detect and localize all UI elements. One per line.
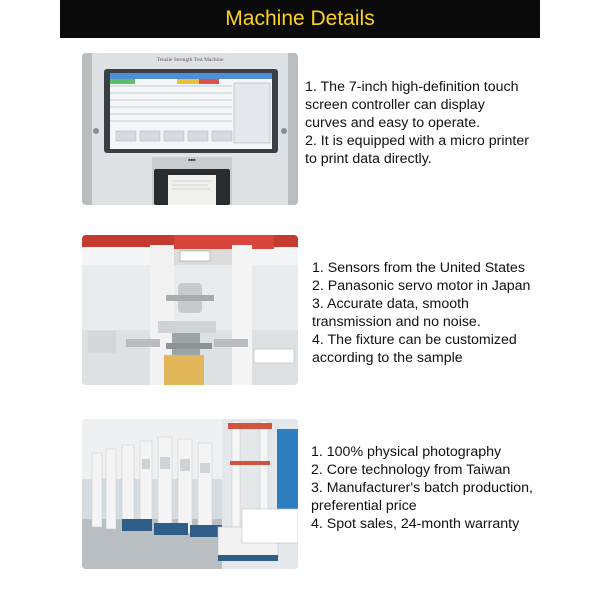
page-title: Machine Details — [225, 7, 375, 30]
description-line: 2. Panasonic servo motor in Japan — [312, 278, 531, 294]
description-line: 1. 100% physical photography — [311, 444, 502, 460]
header-banner — [60, 0, 540, 38]
section-1-description — [305, 78, 529, 168]
description-line: according to the sample — [312, 350, 463, 366]
section-3-description — [311, 443, 533, 533]
description-line: 4. The fixture can be customized — [312, 332, 517, 348]
description-line: transmission and no noise. — [312, 314, 481, 330]
description-line: 2. Core technology from Taiwan — [311, 462, 511, 478]
factory-machines-photo — [82, 419, 298, 569]
description-line: 2. It is equipped with a micro printer — [305, 133, 529, 149]
touch-screen-controller-photo — [82, 53, 298, 205]
description-line: screen controller can display — [305, 97, 485, 113]
screen-caption: Tensile Strength Test Machine — [156, 57, 224, 63]
description-line: 4. Spot sales, 24-month warranty — [311, 516, 520, 532]
sensor-and-fixture-photo — [82, 235, 298, 385]
section-2-description — [312, 259, 530, 367]
description-line: curves and easy to operate. — [305, 115, 481, 131]
description-line: 3. Accurate data, smooth — [312, 296, 469, 312]
description-line: to print data directly. — [305, 151, 432, 167]
svg-text:■■■: ■■■ — [188, 157, 196, 162]
description-line: 1. The 7-inch high-definition touch — [305, 79, 519, 95]
description-line: 3. Manufacturer's batch production, — [311, 480, 533, 496]
description-line: preferential price — [311, 498, 417, 514]
description-line: 1. Sensors from the United States — [312, 260, 525, 276]
